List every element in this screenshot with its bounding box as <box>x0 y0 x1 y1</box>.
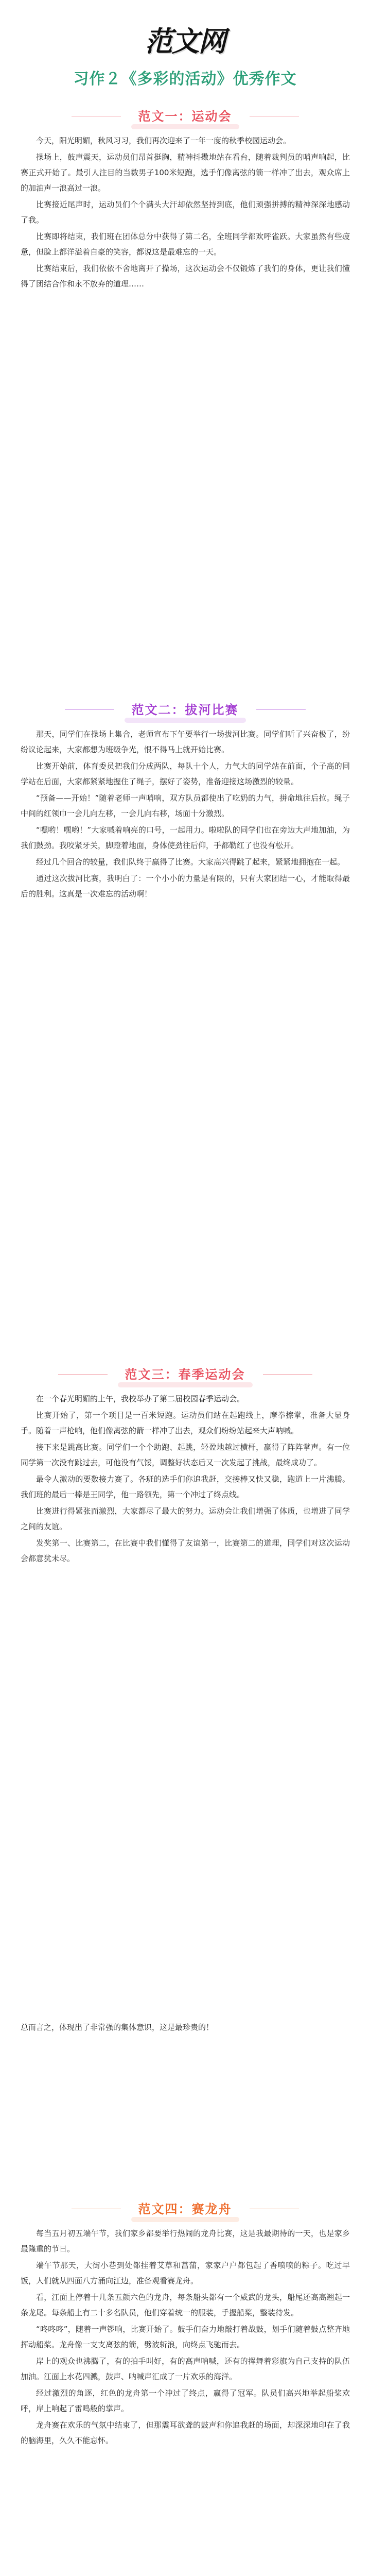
heading-underline <box>131 124 239 129</box>
paragraph: 那天，同学们在操场上集合，老师宣布下午要举行一场拔河比赛。同学们听了兴奋极了，纷纷议论起来，大家都想为班级争光，恨不得马上就开始比赛。 <box>21 730 350 754</box>
section-2-heading-wrap <box>0 696 370 723</box>
page-title: 习作２《多彩的活动》优秀作文 <box>73 70 297 88</box>
paragraph: 比赛结束后，我们依依不舍地离开了操场，这次运动会不仅锻炼了我们的身体，更让我们懂得了团结合作和永不放弃的道理…… <box>21 264 350 289</box>
essay-3-closing: 总而言之，体现出了非常强的集体意识，这是最珍贵的！ <box>21 2023 214 2032</box>
essay-1 <box>21 133 350 292</box>
section-1-heading-wrap <box>0 102 370 129</box>
heading-underline <box>125 718 246 723</box>
section-heading <box>121 102 250 129</box>
paragraph: 每当五月初五端午节，我们家乡都要举行热闹的龙舟比赛，这是我最期待的一天，也是家乡最隆重的节日。 <box>21 2229 350 2253</box>
paragraph: “嘿哟！嘿哟！”大家喊着响亮的口号，一起用力。啦啦队的同学们也在旁边大声地加油，为我们鼓劲。我咬紧牙关，脚蹬着地面，身体使劲往后仰，手都勒红了也没有松开。 <box>21 825 350 850</box>
paragraph: 在一个春光明媚的上午，我校举办了第二届校园春季运动会。 <box>36 1394 245 1403</box>
site-logo: 范文网 <box>145 25 225 58</box>
essay-2 <box>21 726 350 902</box>
paragraph: 比赛进行得紧张而激烈，大家都尽了最大的努力。运动会让我们增强了体质，也增进了同学之间的友谊。 <box>21 1506 350 1531</box>
section-heading <box>121 2195 250 2222</box>
section-heading-text: 范文三：春季运动会 <box>125 1367 245 1382</box>
section-heading <box>108 1360 263 1387</box>
heading-underline <box>118 1382 253 1387</box>
section-heading-text: 范文一：运动会 <box>138 109 232 124</box>
paragraph: “预备——开始！”随着老师一声哨响，双方队员都使出了吃奶的力气，拼命地往后拉。绳子中间的红领巾一会儿向左移，一会儿向右移，场面十分激烈。 <box>21 793 350 818</box>
paragraph: 操场上，鼓声震天，运动员们昂首挺胸，精神抖擞地站在看台，随着裁判员的哨声响起，比赛正式开始了。最引人注目的当数男子100米短跑，选手们像离弦的箭一样冲了出去，观众席上的加油声一浪高过一浪。 <box>21 152 350 193</box>
paragraph: 发奖第一、比赛第二，在比赛中我们懂得了友谊第一，比赛第二的道理，同学们对这次运动会都意犹未尽。 <box>21 1538 350 1563</box>
paragraph: “咚咚咚”，随着一声锣响，比赛开始了。鼓手们奋力地敲打着战鼓，划手们随着鼓点整齐地挥动船桨。龙舟像一支支离弦的箭，劈波斩浪，向终点飞驰而去。 <box>21 2325 350 2349</box>
section-3-heading-wrap <box>0 1360 370 1387</box>
paragraph: 今天，阳光明媚，秋风习习，我们再次迎来了一年一度的秋季校园运动会。 <box>36 136 291 145</box>
paragraph: 端午节那天，大街小巷到处都挂着艾草和菖蒲，家家户户都包起了香喷喷的粽子。吃过早饭，人们就从四面八方涌向江边，准备观看赛龙舟。 <box>21 2261 350 2285</box>
paragraph: 比赛即将结束，我们班在团体总分中获得了第二名，全班同学都欢呼雀跃。大家虽然有些疲惫，但脸上都洋溢着自豪的笑容，都说这是最难忘的一天。 <box>21 232 350 257</box>
paragraph: 看，江面上停着十几条五颜六色的龙舟，每条船头都有一个威武的龙头，船尾还高高翘起一条龙尾。每条船上有二十多名队员，他们穿着统一的服装，手握船桨，整装待发。 <box>21 2293 350 2317</box>
section-4-heading-wrap <box>0 2195 370 2222</box>
essay-4 <box>21 2226 350 2448</box>
section-heading-text: 范文四：赛龙舟 <box>138 2202 232 2216</box>
section-heading <box>114 696 256 723</box>
section-heading-text: 范文二：拔河比赛 <box>131 703 239 717</box>
paragraph: 比赛开始前，体育委员把我们分成两队，每队十个人，力气大的同学站在前面，个子高的同学站在后面，大家都紧紧地握住了绳子，摆好了姿势，准备迎接这场激烈的较量。 <box>21 761 350 786</box>
paragraph: 岸上的观众也沸腾了，有的拍手叫好，有的高声呐喊，还有的挥舞着彩旗为自己支持的队伍加油。江面上水花四溅，鼓声、呐喊声汇成了一片欢乐的海洋。 <box>21 2357 350 2381</box>
paragraph: 经过激烈的角逐，红色的龙舟第一个冲过了终点，赢得了冠军。队员们高兴地举起船桨欢呼，岸上响起了雷鸣般的掌声。 <box>21 2388 350 2413</box>
heading-underline <box>131 2217 239 2222</box>
paragraph: 龙舟赛在欢乐的气氛中结束了，但那震耳欲聋的鼓声和你追我赶的场面，却深深地印在了我的脑海里，久久不能忘怀。 <box>21 2420 350 2445</box>
paragraph: 比赛接近尾声时，运动员们个个满头大汗却依然坚持到底，他们顽强拼搏的精神深深地感动了我。 <box>21 200 350 225</box>
paragraph: 最令人激动的要数接力赛了。各班的选手们你追我赶，交接棒又快又稳，跑道上一片沸腾。我们班的最后一棒是王同学，他一路领先，第一个冲过了终点线。 <box>21 1475 350 1499</box>
paragraph: 比赛开始了，第一个项目是一百米短跑。运动员们站在起跑线上，摩拳擦掌，准备大显身手。随着一声枪响，他们像离弦的箭一样冲了出去，观众们纷纷站起来大声呐喊。 <box>21 1411 350 1435</box>
paragraph: 通过这次拔河比赛，我明白了：一个小小的力量是有限的，只有大家团结一心，才能取得最后的胜利。这真是一次难忘的活动啊！ <box>21 874 350 899</box>
paragraph: 接下来是跳高比赛。同学们一个个助跑、起跳，轻盈地越过横杆，赢得了阵阵掌声。有一位同学第一次没有跳过去，可他没有气馁，调整好状态后又一次发起了挑战，最终成功了。 <box>21 1443 350 1467</box>
paragraph: 经过几个回合的较量，我们队终于赢得了比赛。大家高兴得跳了起来，紧紧地拥抱在一起。 <box>36 857 345 867</box>
essay-3 <box>21 1391 350 1566</box>
